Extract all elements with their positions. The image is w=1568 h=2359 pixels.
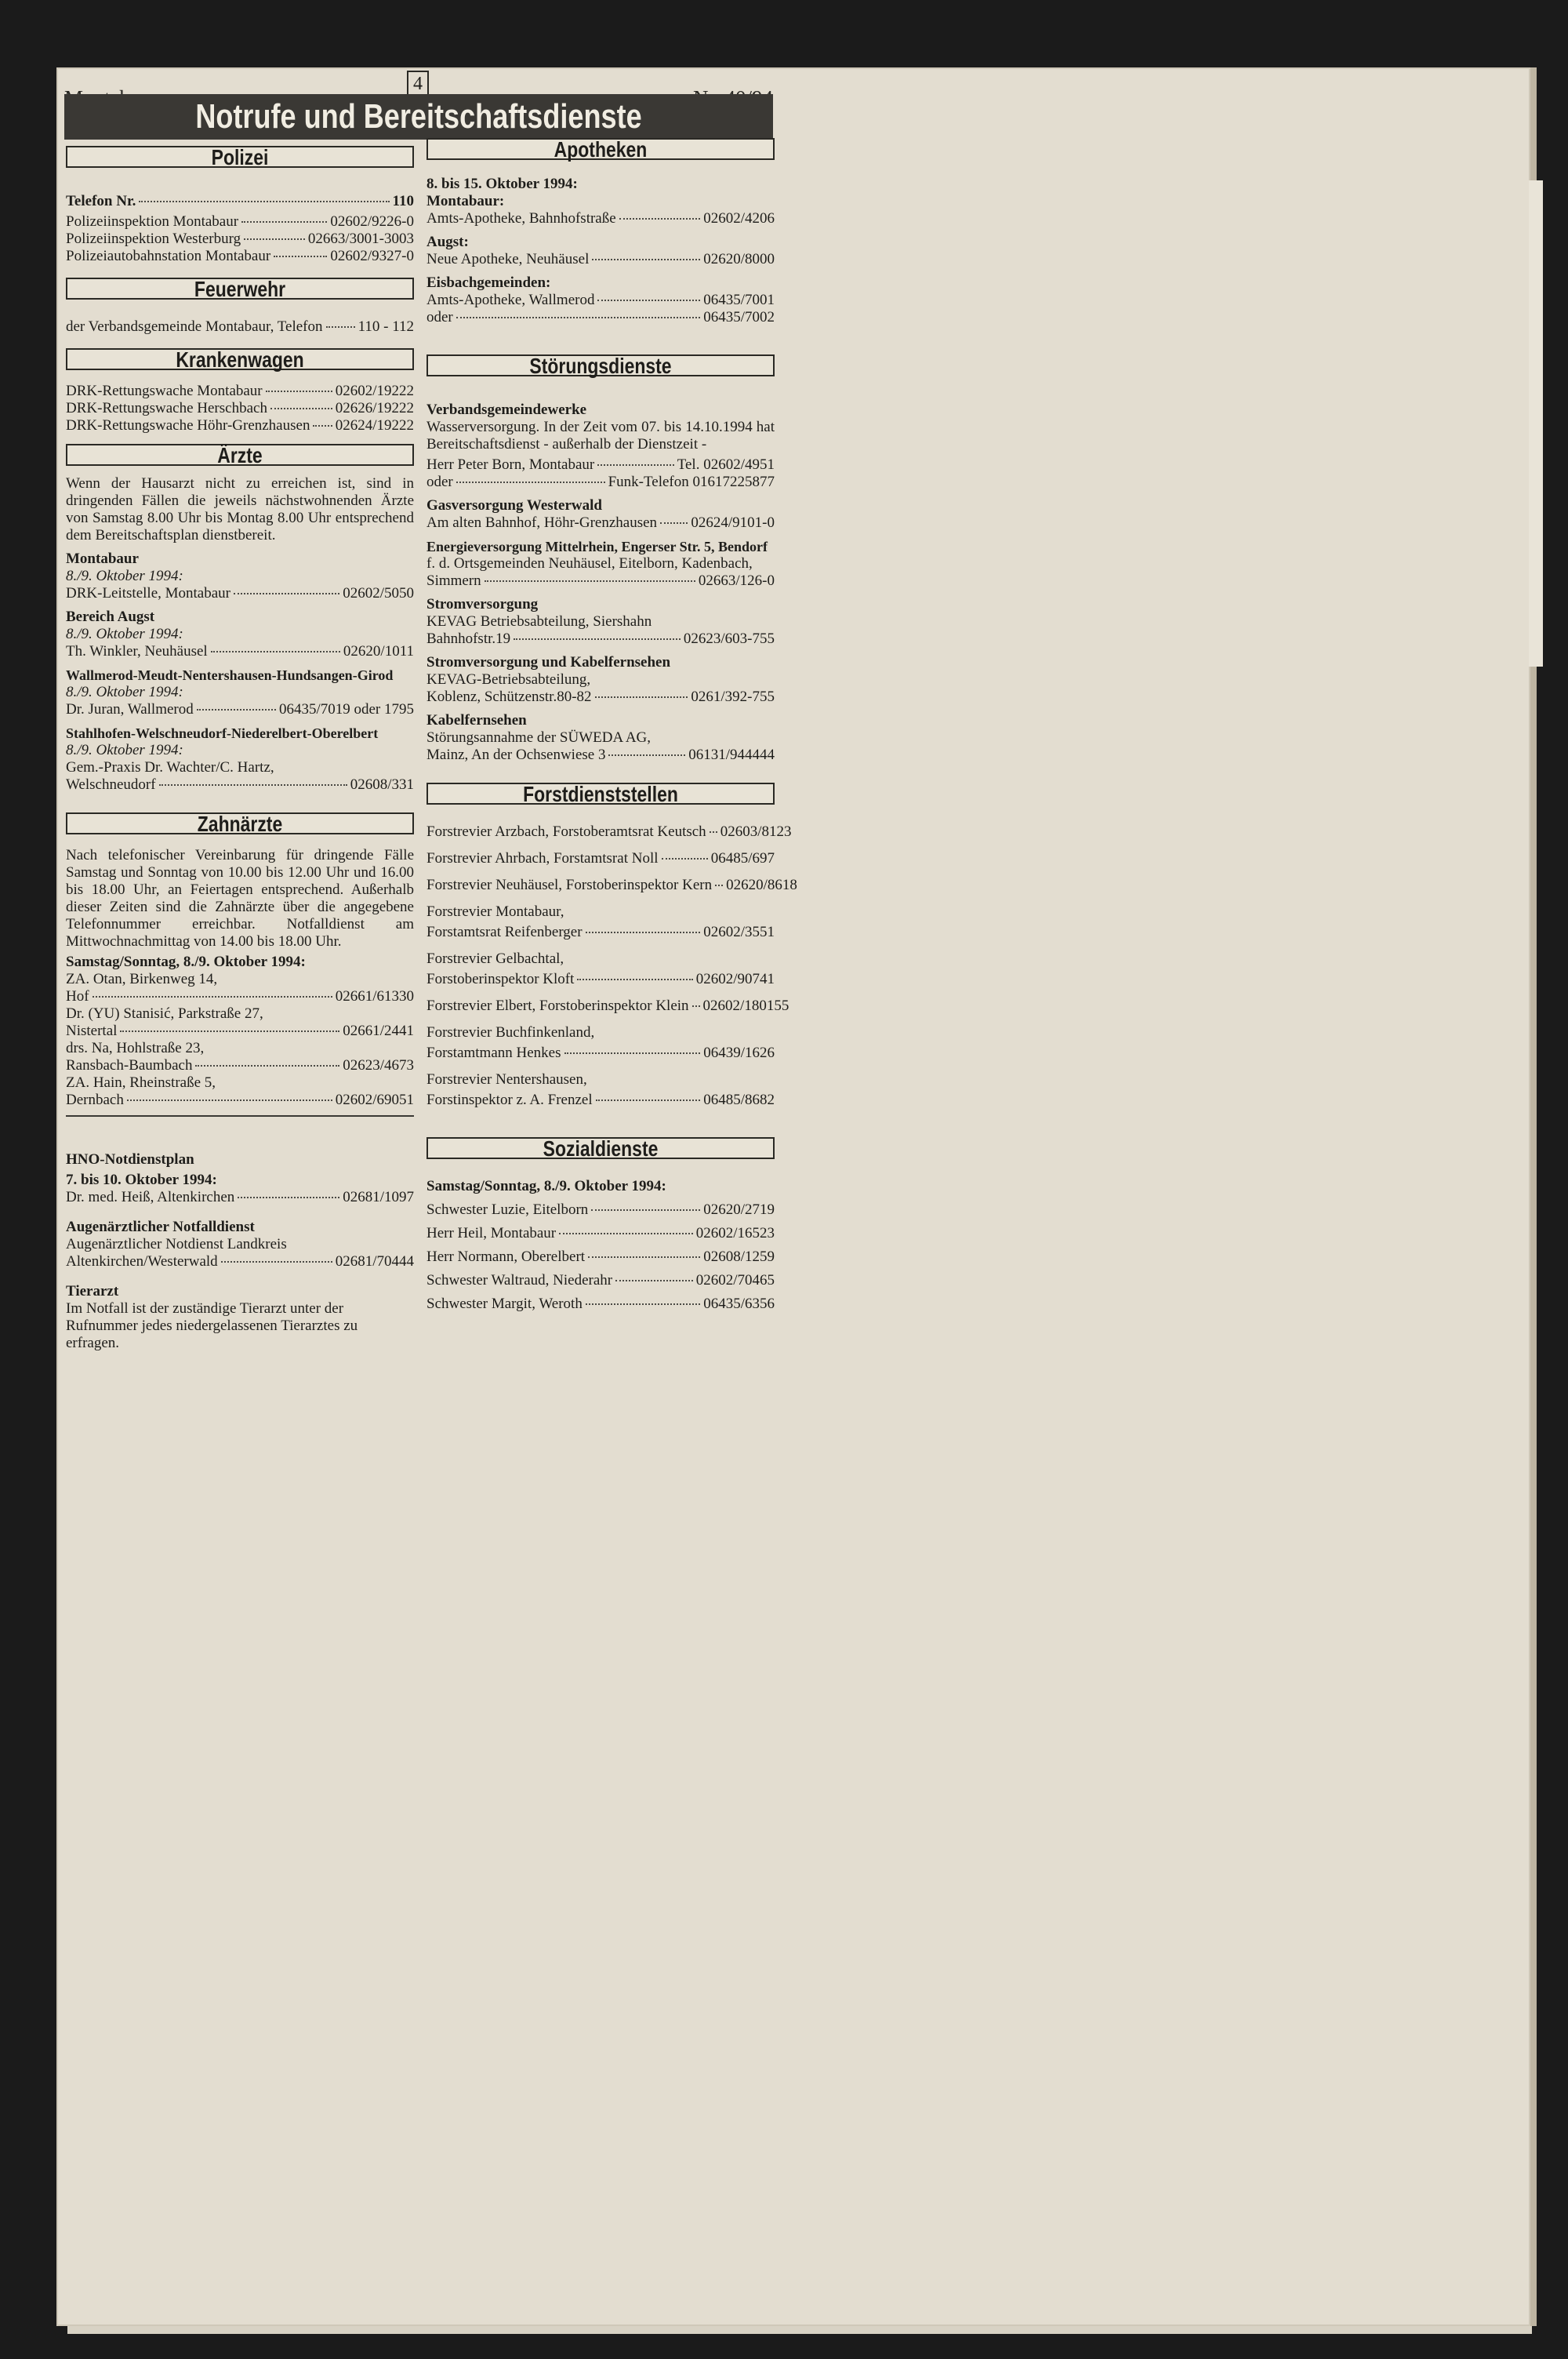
group-name: Wallmerod-Meudt-Nentershausen-Hundsangen-Girod: [66, 667, 394, 683]
entry-row: Forstinspektor z. A. Frenzel 06485/8682: [426, 1092, 775, 1108]
entry-row: Schwester Margit, Weroth 06435/6356: [426, 1296, 775, 1312]
page-banner: [64, 94, 773, 140]
group-date: 8./9. Oktober 1994:: [66, 684, 183, 700]
entry-row: Dernbach 02602/69051: [66, 1092, 414, 1108]
entry-row: Polizeiinspektion Westerburg 02663/3001-3003: [66, 231, 414, 247]
section-head-aerzte: Ärzte: [66, 444, 414, 466]
banner-title: Notrufe und Bereitschaftsdienste: [195, 97, 642, 136]
entry-row: DRK-Rettungswache Höhr-Grenzhausen 02624/19222: [66, 417, 414, 434]
entry-pre: Forstrevier Montabaur,: [426, 903, 564, 920]
entry-row: Telefon Nr. 110: [66, 193, 414, 209]
entry-row: Nistertal 02661/2441: [66, 1023, 414, 1039]
entry-row: DRK-Rettungswache Montabaur 02602/19222: [66, 383, 414, 399]
entry-pre: f. d. Ortsgemeinden Neuhäusel, Eitelborn, Kadenbach,: [426, 555, 753, 572]
entry-row: Schwester Waltraud, Niederahr 02602/70465: [426, 1272, 775, 1289]
entry-row: Herr Heil, Montabaur 02602/16523: [426, 1225, 775, 1241]
entry-row: Bahnhofstr.19 02623/603-755: [426, 631, 775, 647]
entry-pre: Forstrevier Gelbachtal,: [426, 951, 564, 967]
entry-row: Polizeiautobahnstation Montabaur 02602/9327-0: [66, 248, 414, 264]
group-name: Stromversorgung: [426, 596, 539, 612]
left-column: [66, 146, 414, 1352]
section-head-apotheken: Apotheken: [426, 138, 775, 160]
group-name: Verbandsgemeindewerke: [426, 402, 587, 418]
entry-row: oder 06435/7002: [426, 309, 775, 325]
group-name: Energieversorgung Mittelrhein, Engerser Str. 5, Bendorf: [426, 539, 768, 554]
divider: [66, 1115, 414, 1117]
entry-pre: Dr. (YU) Stanisić, Parkstraße 27,: [66, 1005, 263, 1022]
tierarzt-title: Tierarzt: [66, 1283, 119, 1299]
entry-row: DRK-Rettungswache Herschbach 02626/19222: [66, 400, 414, 416]
group-name: Montabaur:: [426, 193, 505, 209]
entry-row: der Verbandsgemeinde Montabaur, Telefon 110 - 112: [66, 318, 414, 335]
group-name: Stahlhofen-Welschneudorf-Niederelbert-Oberelbert: [66, 725, 379, 741]
entry-row: Amts-Apotheke, Bahnhofstraße 02602/4206: [426, 210, 775, 227]
entry-row: Polizeiinspektion Montabaur 02602/9226-0: [66, 213, 414, 230]
entry-pre: drs. Na, Hohlstraße 23,: [66, 1040, 205, 1056]
entry-pre: KEVAG-Betriebsabteilung,: [426, 671, 591, 688]
group-name: Kabelfernsehen: [426, 712, 527, 729]
apo-date: 8. bis 15. Oktober 1994:: [426, 176, 578, 192]
entry-row: Forstrevier Elbert, Forstoberinspektor Klein 02602/180155: [426, 998, 789, 1014]
entry-row: Dr. med. Heiß, Altenkirchen 02681/1097: [66, 1189, 414, 1205]
entry-row: Ransbach-Baumbach 02623/4673: [66, 1057, 414, 1074]
entry-row: Herr Normann, Oberelbert 02608/1259: [426, 1249, 775, 1265]
entry-row: Forstamtsrat Reifenberger 02602/3551: [426, 924, 775, 940]
group-name: Stromversorgung und Kabelfernsehen: [426, 654, 671, 671]
entry-row: Forstoberinspektor Kloft 02602/90741: [426, 971, 775, 987]
page-number: 4: [407, 71, 429, 97]
section-head-feuerwehr: Feuerwehr: [66, 278, 414, 300]
section-head-krankenwagen: Krankenwagen: [66, 348, 414, 370]
entry-row: Dr. Juran, Wallmerod 06435/7019 oder 1795: [66, 701, 414, 718]
aerzte-intro: Wenn der Hausarzt nicht zu erreichen ist, sind in dringenden Fällen die jeweils nächstwohnenden Ärzte von Samstag 8.00 Uhr bis Montag 8.00 Uhr entsprechend dem Bereitschaftsplan dienstbereit.: [66, 475, 414, 543]
group-date: 8./9. Oktober 1994:: [66, 742, 183, 758]
entry-row: Amts-Apotheke, Wallmerod 06435/7001: [426, 292, 775, 308]
entry-row: oder Funk-Telefon 01617225877: [426, 474, 775, 490]
group-name: Bereich Augst: [66, 609, 155, 625]
entry-row: Forstrevier Ahrbach, Forstamtsrat Noll 06485/697: [426, 850, 775, 867]
entry-row: Altenkirchen/Westerwald 02681/70444: [66, 1253, 414, 1270]
entry-row: Neue Apotheke, Neuhäusel 02620/8000: [426, 251, 775, 267]
stoer-text: Wasserversorgung. In der Zeit vom 07. bis 14.10.1994 hat Bereitschaftsdienst - außerhalb der Dienstzeit -: [426, 419, 775, 453]
entry-pre: KEVAG Betriebsabteilung, Siershahn: [426, 613, 652, 630]
hno-date: 7. bis 10. Oktober 1994:: [66, 1172, 217, 1188]
tierarzt-text: Im Notfall ist der zuständige Tierarzt unter der Rufnummer jedes niedergelassenen Tierarztes zu erfragen.: [66, 1300, 358, 1351]
hno-title: HNO-Notdienstplan: [66, 1151, 194, 1168]
group-name: Montabaur: [66, 551, 139, 567]
entry-row: DRK-Leitstelle, Montabaur 02602/5050: [66, 585, 414, 602]
zahn-date: Samstag/Sonntag, 8./9. Oktober 1994:: [66, 954, 306, 970]
paper-tear: [1529, 180, 1543, 667]
group-date: 8./9. Oktober 1994:: [66, 568, 183, 584]
entry-row: Forstamtmann Henkes 06439/1626: [426, 1045, 775, 1061]
entry-row: Koblenz, Schützenstr.80-82 0261/392-755: [426, 689, 775, 705]
augen-title: Augenärztlicher Notfalldienst: [66, 1219, 255, 1235]
entry-row: Schwester Luzie, Eitelborn 02620/2719: [426, 1201, 775, 1218]
entry-row: Hof 02661/61330: [66, 988, 414, 1005]
entry-row: Am alten Bahnhof, Höhr-Grenzhausen 02624/9101-0: [426, 514, 775, 531]
section-head-forstdienststellen: Forstdienststellen: [426, 783, 775, 805]
group-name: Augst:: [426, 234, 469, 250]
entry-row: Forstrevier Arzbach, Forstoberamtsrat Keutsch 02603/8123: [426, 823, 792, 840]
group-name: Eisbachgemeinden:: [426, 274, 551, 291]
zahn-intro: Nach telefonischer Vereinbarung für dringende Fälle Samstag und Sonntag von 10.00 bis 12.00 Uhr und 16.00 bis 18.00 Uhr, an Feiertagen entsprechend. Außerhalb dieser Zeiten sind die Zahnärzte über die angegebene Telefonnummer erreichbar. Notfalldienst am Mittwochnachmittag von 14.00 bis 18.00 Uhr.: [66, 847, 414, 950]
section-head-sozialdienste: Sozialdienste: [426, 1137, 775, 1159]
entry-pre: ZA. Otan, Birkenweg 14,: [66, 971, 218, 987]
entry-pre: Störungsannahme der SÜWEDA AG,: [426, 729, 652, 746]
section-head-zahnaerzte: Zahnärzte: [66, 812, 414, 834]
section-head-stoerungsdienste: Störungsdienste: [426, 354, 775, 376]
group-date: 8./9. Oktober 1994:: [66, 626, 183, 642]
entry-pre: Forstrevier Nentershausen,: [426, 1071, 587, 1088]
entry-pre: ZA. Hain, Rheinstraße 5,: [66, 1074, 216, 1091]
entry-row: Forstrevier Neuhäusel, Forstoberinspektor Kern 02620/8618: [426, 877, 797, 893]
entry-row: Th. Winkler, Neuhäusel 02620/1011: [66, 643, 414, 660]
entry-row: Simmern 02663/126-0: [426, 572, 775, 589]
sozial-date: Samstag/Sonntag, 8./9. Oktober 1994:: [426, 1178, 666, 1194]
entry-pre: Gem.-Praxis Dr. Wachter/C. Hartz,: [66, 759, 274, 776]
group-name: Gasversorgung Westerwald: [426, 497, 602, 514]
entry-row: Herr Peter Born, Montabaur Tel. 02602/4951: [426, 456, 775, 473]
entry-pre: Augenärztlicher Notdienst Landkreis: [66, 1236, 287, 1252]
entry-row: Welschneudorf 02608/331: [66, 776, 414, 793]
section-head-polizei: Polizei: [66, 146, 414, 168]
entry-row: Mainz, An der Ochsenwiese 3 06131/944444: [426, 747, 775, 763]
entry-pre: Forstrevier Buchfinkenland,: [426, 1024, 595, 1041]
right-column: [426, 137, 797, 1313]
